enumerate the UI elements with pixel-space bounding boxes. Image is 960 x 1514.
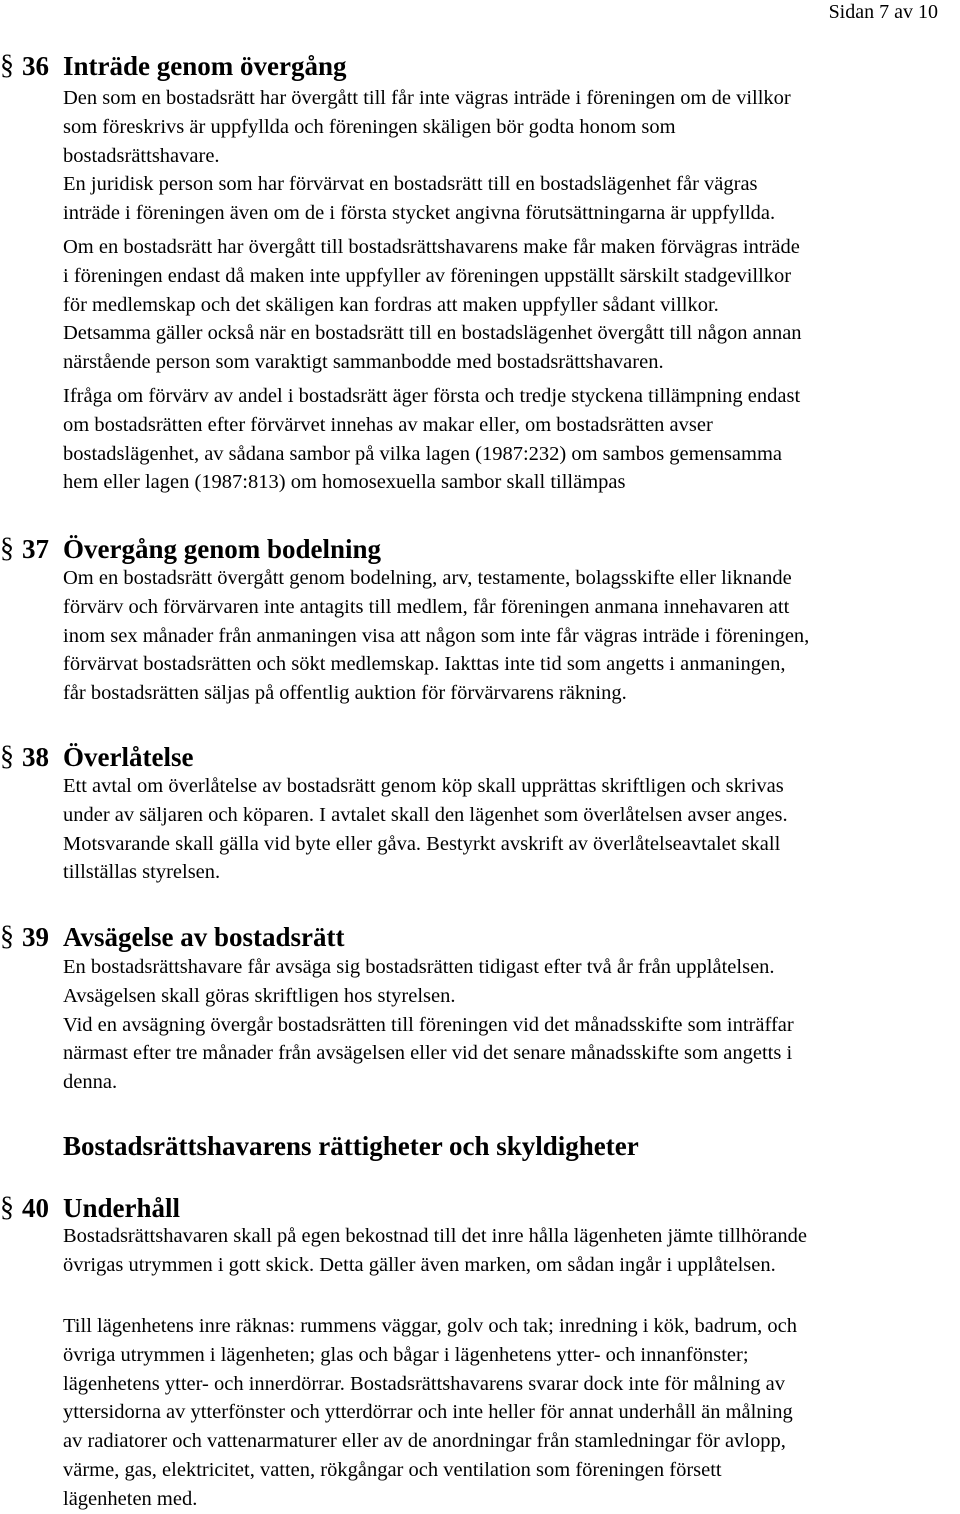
text-line: Bostadsrättshavaren skall på egen bekostnad till det inre hålla lägenheten jämte tillhörande	[63, 1225, 808, 1247]
paragraph	[63, 772, 960, 887]
text-line: inom sex månader från anmaningen visa att någon som inte får vägras inträde i föreningen,	[63, 624, 810, 647]
text-line: värme, gas, elektricitet, vatten, rökgångar och ventilation som föreningen försett	[63, 1458, 722, 1481]
text-line: får bostadsrätten säljas på offentlig auktion för förvärvarens räkning.	[63, 682, 627, 705]
text-line: som föreskrivs är uppfyllda och föreningen skäligen bör godta honom som	[63, 115, 676, 138]
chapter-heading: Bostadsrättshavarens rättigheter och skyldigheter	[63, 1131, 639, 1161]
section-number: 36	[22, 51, 49, 81]
text-line: förvärv och förvärvaren inte antagits till medlem, får föreningen anmana innehavaren att	[63, 595, 790, 618]
section-39-heading	[0, 918, 960, 956]
text-line: Vid en avsägning övergår bostadsrätten till föreningen vid det månadsskifte som inträffar	[63, 1013, 794, 1036]
paragraph	[63, 1222, 960, 1280]
paragraph	[63, 564, 960, 708]
section-36-heading	[0, 47, 960, 85]
paragraph	[63, 382, 960, 497]
section-title: Överlåtelse	[63, 742, 194, 772]
text-line: En juridisk person som har förvärvat en bostadsrätt till en bostadslägenhet får vägras	[63, 173, 758, 196]
text-line: av radiatorer och vattenarmaturer eller av de anordningar från stamledningar för avlopp,	[63, 1430, 786, 1453]
text-line: i föreningen endast då maken inte uppfyller av föreningen uppställt särskilt stadgevillkor	[63, 264, 792, 287]
section-number: 37	[22, 534, 49, 564]
text-line: övrigas utrymmen i gott skick. Detta gäller även marken, om sådan ingår i upplåtelsen.	[63, 1253, 776, 1276]
section-39-body	[63, 953, 960, 1097]
section-title: Avsägelse av bostadsrätt	[63, 922, 345, 952]
text-line: Ett avtal om överlåtelse av bostadsrätt genom köp skall upprättas skriftligen och skrivas	[63, 775, 784, 797]
paragraph	[63, 233, 960, 377]
text-line: lägenhetens ytter- och innerdörrar. Bostadsrättshavarens svarar dock inte för målning av	[63, 1372, 785, 1395]
section-37-heading	[0, 530, 960, 568]
text-line: om bostadsrätten efter förvärvet innehas av makar eller, om bostadsrätten avser	[63, 413, 713, 436]
section-36-body	[63, 84, 960, 497]
section-40-body	[63, 1222, 960, 1280]
text-line: denna.	[63, 1071, 118, 1094]
paragraph	[63, 953, 960, 1097]
text-line: tillställas styrelsen.	[63, 861, 221, 884]
text-line: under av säljaren och köparen. I avtalet skall den lägenhet som överlåtelsen avser anges.	[63, 803, 788, 826]
text-line: bostadsrättshavare.	[63, 144, 220, 167]
text-line: Till lägenhetens inre räknas: rummens väggar, golv och tak; inredning i kök, badrum, och	[63, 1315, 797, 1337]
text-line: lägenheten med.	[63, 1487, 198, 1510]
text-line: närstående person som varaktigt sammanbodde med bostadsrättshavaren.	[63, 351, 664, 374]
section-symbol: §	[0, 741, 14, 772]
section-38-body	[63, 772, 960, 887]
section-37-body	[63, 564, 960, 708]
section-symbol: §	[0, 50, 14, 81]
text-line: inträde i föreningen även om de i första stycket angivna förutsättningarna är uppfyllda.	[63, 202, 776, 225]
text-line: Detsamma gäller också när en bostadsrätt till en bostadslägenhet övergått till någon annan	[63, 322, 802, 345]
paragraph	[63, 170, 960, 228]
text-line: närmast efter tre månader från avsägelsen eller vid det senare månadsskifte som angetts i	[63, 1042, 793, 1065]
section-number: 38	[22, 742, 49, 772]
section-title: Inträde genom övergång	[63, 51, 347, 81]
text-line: övriga utrymmen i lägenheten; glas och bågar i lägenhetens ytter- och innanfönster;	[63, 1343, 749, 1366]
section-number: 39	[22, 922, 49, 952]
paragraph	[63, 84, 960, 170]
text-line: En bostadsrättshavare får avsäga sig bostadsrätten tidigast efter två år från upplåtelsen.	[63, 956, 775, 978]
text-line: för medlemskap och det skäligen kan fordras att maken uppfyller sådant villkor.	[63, 293, 719, 316]
text-line: Om en bostadsrätt övergått genom bodelning, arv, testamente, bolagsskifte eller liknande	[63, 567, 792, 589]
text-line: yttersidorna av ytterfönster och ytterdörrar och inte heller för annat underhåll än målning	[63, 1401, 793, 1424]
text-line: Avsägelsen skall göras skriftligen hos styrelsen.	[63, 984, 456, 1007]
text-line: hem eller lagen (1987:813) om homosexuella sambor skall tillämpas	[63, 471, 626, 494]
text-line: förvärvat bostadsrätten och sökt medlemskap. Iakttas inte tid som angetts i anmaningen,	[63, 653, 786, 676]
section-title: Övergång genom bodelning	[63, 534, 382, 564]
section-number: 40	[22, 1193, 49, 1223]
section-symbol: §	[0, 533, 14, 564]
section-symbol: §	[0, 1192, 14, 1223]
text-line: Om en bostadsrätt har övergått till bostadsrättshavarens make får maken förvägras inträde	[63, 235, 800, 258]
section-title: Underhåll	[63, 1193, 181, 1223]
text-line: Motsvarande skall gälla vid byte eller gåva. Bestyrkt avskrift av överlåtelseavtalet skall	[63, 832, 781, 855]
section-40-body-continued	[63, 1312, 960, 1514]
section-38-heading	[0, 738, 960, 776]
text-line: bostadslägenhet, av sådana sambor på vilka lagen (1987:232) om sambos gemensamma	[63, 442, 783, 465]
section-symbol: §	[0, 921, 14, 952]
paragraph	[63, 1312, 960, 1514]
text-line: Ifråga om förvärv av andel i bostadsrätt äger första och tredje styckena tillämpning endast	[63, 384, 801, 407]
text-line: Den som en bostadsrätt har övergått till får inte vägras inträde i föreningen om de villkor	[63, 87, 791, 109]
page-number: Sidan 7 av 10	[828, 1, 938, 23]
